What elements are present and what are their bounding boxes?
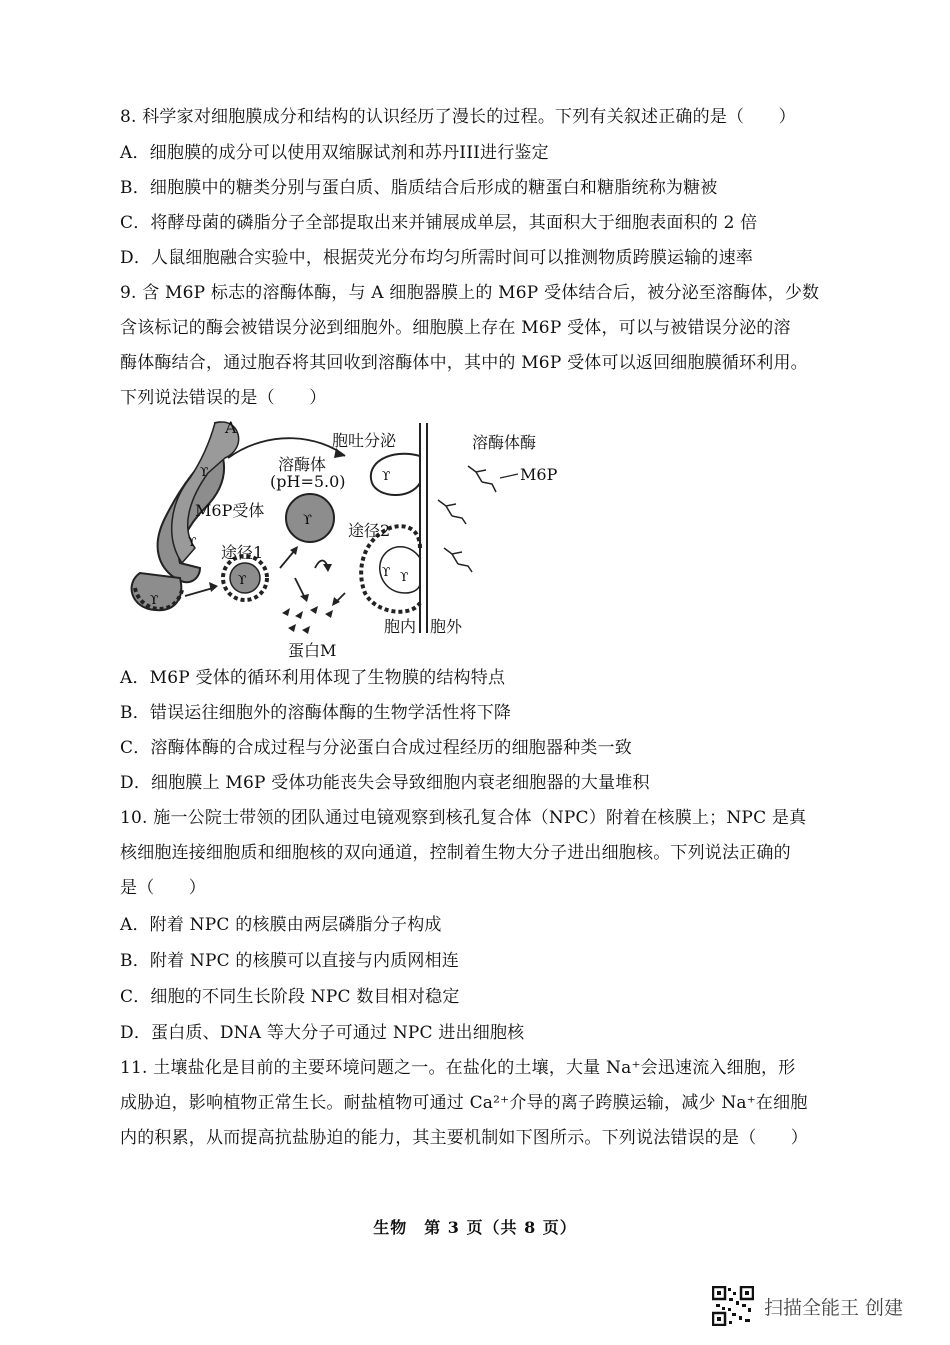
label-enzyme: 溶酶体酶 [472,433,537,452]
q8-option-a: A．细胞膜的成分可以使用双缩脲试剂和苏丹III进行鉴定 [120,143,549,163]
arrow-head [323,564,332,572]
scanner-watermark [712,1288,903,1324]
receptor-glyph: ϒ [238,573,247,587]
receptor-glyph: ϒ [400,570,409,584]
receptor-glyph: ϒ [382,469,391,483]
receptor-glyph: ϒ [382,565,391,579]
arrow-head [209,582,218,592]
label-protein-m: 蛋白M [288,641,337,660]
label-pathway2: 途径2 [348,521,391,540]
extracellular-enzymes [438,466,496,572]
label-inside: 胞内 [384,617,417,636]
q11-stem-line-3: 内的积累，从而提高抗盐胁迫的能力，其主要机制如下图所示。下列说法错误的是（ ） [120,1128,808,1148]
page-footer: 生物 第 3 页（共 8 页） [373,1218,577,1237]
q10-option-c: C．细胞的不同生长阶段 NPC 数目相对稳定 [120,987,460,1007]
transport-arrow [295,578,305,598]
q10-stem-line-2: 核细胞连接细胞质和细胞核的双向通道，控制着生物大分子进出细胞核。下列说法正确的 [120,843,791,863]
transport-arrow [185,588,213,596]
q10-option-b: B．附着 NPC 的核膜可以直接与内质网相连 [120,951,460,971]
q10-option-a: A．附着 NPC 的核膜由两层磷脂分子构成 [120,915,442,935]
label-pathway1: 途径1 [221,543,264,562]
receptor-glyph: ϒ [188,535,197,549]
protein-m-shapes [282,606,333,634]
exocytosis-vesicle [371,454,420,495]
m6p-pointer [500,474,518,478]
label-exocytosis: 胞吐分泌 [332,431,397,450]
q9-stem-line-3: 酶体酶结合，通过胞吞将其回收到溶酶体中，其中的 M6P 受体可以返回细胞膜循环利用。 [120,353,808,373]
receptor-glyph: ϒ [303,513,312,528]
q9-option-d: D．细胞膜上 M6P 受体功能丧失会导致细胞内衰老细胞器的大量堆积 [120,773,650,793]
q9-stem-line-1: 9. 含 M6P 标志的溶酶体酶，与 A 细胞器膜上的 M6P 受体结合后，被分泌至溶酶体，少数 [120,283,820,303]
q9-stem-line-2: 含该标记的酶会被错误分泌到细胞外。细胞膜上存在 M6P 受体，可以与被错误分泌的溶 [120,318,791,338]
q10-option-d: D．蛋白质、DNA 等大分子可通过 NPC 进出细胞核 [120,1023,525,1043]
receptor-glyph: ϒ [200,465,209,479]
receptor-glyph: ϒ [150,593,159,607]
q11-stem-line-2: 成胁迫，影响植物正常生长。耐盐植物可通过 Ca²⁺介导的离子跨膜运输，减少 Na⁺在细胞 [120,1093,808,1113]
q10-stem-line-1: 10. 施一公院士带领的团队通过电镜观察到核孔复合体（NPC）附着在核膜上；NPC 是真 [120,808,807,828]
label-a: A [225,418,237,437]
q8-option-c: C．将酵母菌的磷脂分子全部提取出来并铺展成单层，其面积大于细胞表面积的 2 倍 [120,213,758,233]
label-ph: (pH=5.0) [270,472,346,491]
transport-arrow [280,550,295,568]
q8-stem: 8. 科学家对细胞膜成分和结构的认识经历了漫长的过程。下列有关叙述正确的是（ ） [120,107,796,127]
q8-option-d: D．人鼠细胞融合实验中，根据荧光分布均匀所需时间可以推测物质跨膜运输的速率 [120,248,754,268]
q9-stem-line-4: 下列说法错误的是（ ） [120,388,327,408]
label-m6p: M6P [520,465,558,484]
label-m6p-receptor: M6P受体 [195,501,265,520]
q11-stem-line-1: 11. 土壤盐化是目前的主要环境问题之一。在盐化的土壤，大量 Na⁺会迅速流入细胞，形 [120,1058,796,1078]
scanner-text: 扫描全能王 创建 [764,1296,904,1319]
qr-code-icon [712,1286,754,1326]
q10-stem-line-3: 是（ ） [120,878,206,898]
q9-option-b: B．错误运往细胞外的溶酶体酶的生物学活性将下降 [120,703,512,723]
q9-option-a: A．M6P 受体的循环利用体现了生物膜的结构特点 [120,668,506,688]
m6p-pathway-figure [120,418,580,663]
q9-option-c: C．溶酶体酶的合成过程与分泌蛋白合成过程经历的细胞器种类一致 [120,738,633,758]
arrow-head [300,594,309,602]
q8-option-b: B．细胞膜中的糖类分别与蛋白质、脂质结合后形成的糖蛋白和糖脂统称为糖被 [120,178,718,198]
label-outside: 胞外 [430,617,463,636]
label-lysosome: 溶酶体 [278,455,327,474]
